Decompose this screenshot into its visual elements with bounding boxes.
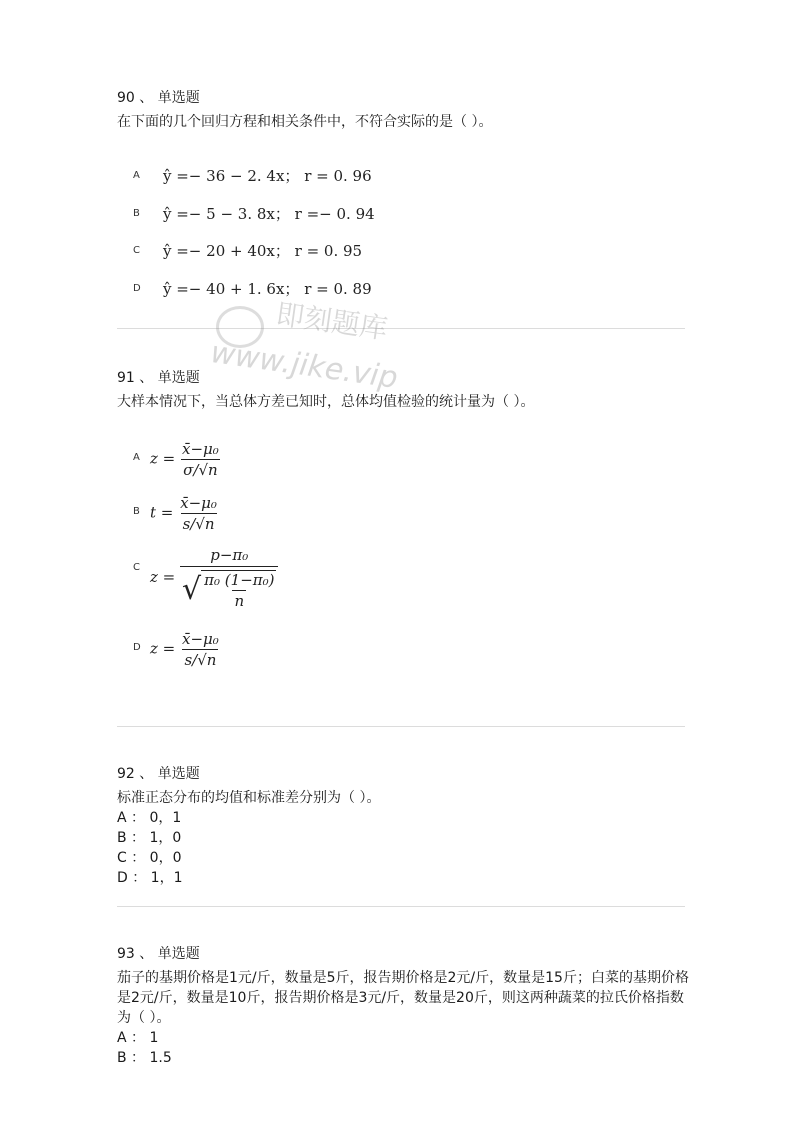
option-formula-d [150,630,221,669]
numerator: x̄−μ₀ [180,494,217,512]
option-b[interactable]: B ： 1，0 [117,830,182,846]
numerator: x̄−μ₀ [182,440,219,458]
formula-lhs: t = [150,503,174,522]
divider [117,906,685,907]
option-a[interactable]: A ： 0，1 [117,810,182,826]
watermark-brand: 即刻题库 [274,297,390,346]
inner-numerator: π₀ (1−π₀) [204,571,275,589]
question-header: 90 、 单选题 [117,90,200,106]
question-text: 在下面的几个回归方程和相关条件中，不符合实际的是（ ）。 [117,114,493,130]
option-label-a[interactable]: A [133,452,140,463]
denominator: σ/√n [183,461,218,479]
formula-lhs: z = [150,449,176,468]
fraction [180,440,221,479]
fraction [178,494,219,533]
question-90 [117,88,687,132]
divider [117,328,685,329]
numerator: x̄−μ₀ [182,630,219,648]
option-formula-b [150,494,219,533]
option-equation-a: ŷ =− 36 − 2. 4x； r = 0. 96 [163,167,372,185]
question-91 [117,368,687,412]
option-label-c[interactable]: C [133,562,140,573]
option-label-a[interactable]: A [133,170,140,181]
question-header: 93 、 单选题 [117,946,200,962]
formula-lhs: z = [150,568,176,586]
question-92 [117,764,687,888]
option-label-d[interactable]: D [133,642,141,653]
option-formula-a [150,440,221,479]
inner-denominator: n [234,592,245,610]
numerator: p−π₀ [210,546,249,564]
formula-lhs: z = [150,639,176,658]
option-label-b[interactable]: B [133,208,140,219]
option-label-b[interactable]: B [133,506,140,517]
option-equation-b: ŷ =− 5 − 3. 8x； r =− 0. 94 [163,205,375,223]
panda-logo-icon [216,306,264,348]
option-equation-c: ŷ =− 20 + 40x； r = 0. 95 [163,242,363,260]
option-a[interactable]: A ： 1 [117,1030,159,1046]
denominator [180,566,278,610]
denominator: s/√n [182,515,215,533]
question-header: 92 、 单选题 [117,766,200,782]
question-text: 标准正态分布的均值和标准差分别为（ ）。 [117,790,381,806]
watermark-url: www.jike.vip [208,335,400,396]
question-header: 91 、 单选题 [117,370,200,386]
option-b[interactable]: B ： 1.5 [117,1050,172,1066]
fraction [180,630,221,669]
question-text: 大样本情况下，当总体方差已知时，总体均值检验的统计量为（ ）。 [117,394,535,410]
denominator: s/√n [184,651,217,669]
fraction [180,546,278,610]
inner-fraction [201,570,276,610]
divider [117,726,685,727]
sqrt-icon: √ [182,572,202,607]
option-label-c[interactable]: C [133,245,140,256]
question-text: 茄子的基期价格是1元/斤，数量是5斤，报告期价格是2元/斤，数量是15斤；白菜的基期价格是2元/斤，数量是10斤，报告期价格是3元/斤，数量是20斤，则这两种蔬菜的拉氏价格指数为（ ）。 [117,970,689,1026]
option-equation-d: ŷ =− 40 + 1. 6x； r = 0. 89 [163,280,372,298]
option-formula-c [150,546,278,610]
option-d[interactable]: D ： 1，1 [117,870,183,886]
option-label-d[interactable]: D [133,283,141,294]
question-93 [117,944,692,1068]
option-c[interactable]: C ： 0，0 [117,850,182,866]
